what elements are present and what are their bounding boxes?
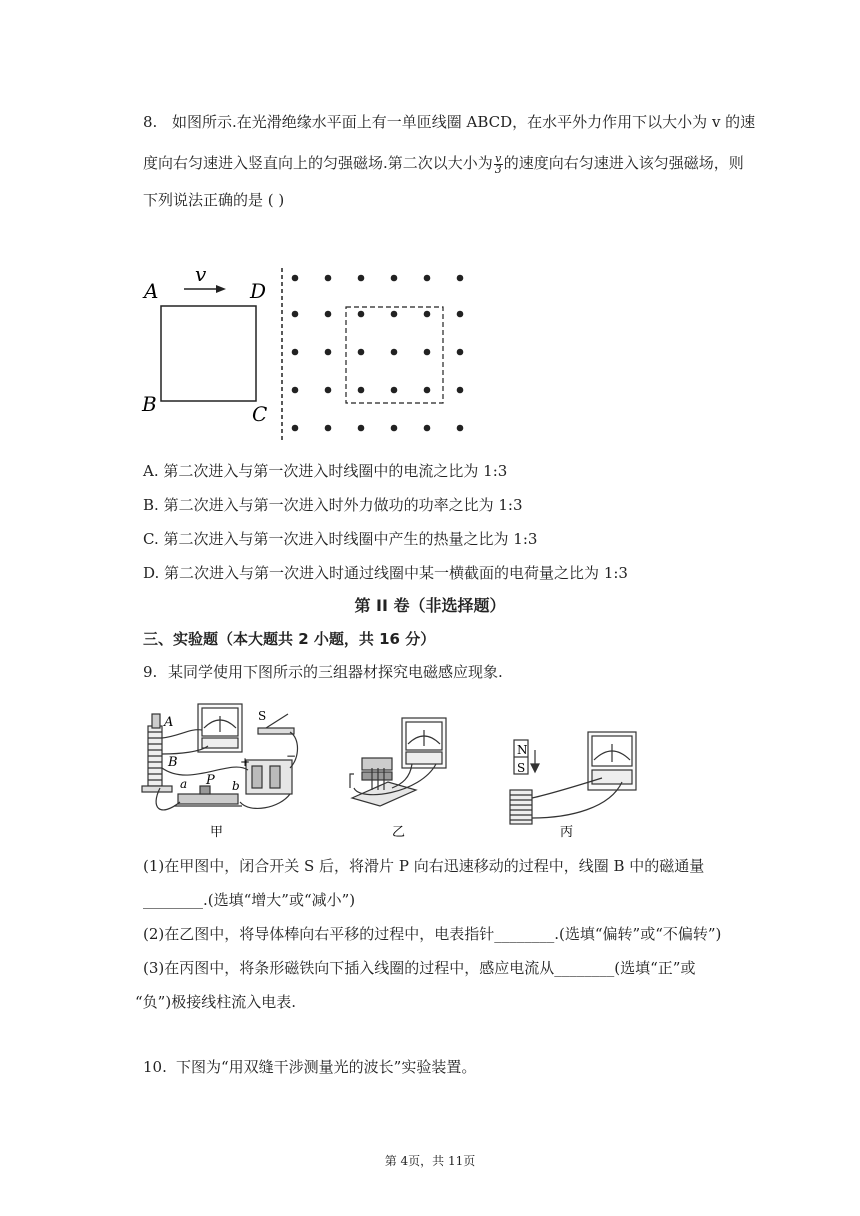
jia-label-P: P	[206, 773, 215, 788]
jia-label-plus: +	[240, 755, 251, 769]
option-text: 第二次进入与第一次进入时外力做功的功率之比为 1:3	[163, 496, 523, 514]
apparatus-bing	[510, 732, 636, 824]
q8-stem-line2-post: 的速度向右匀速进入该匀强磁场，则	[503, 154, 744, 172]
q8-number: 8.	[143, 113, 158, 131]
q9-apparatus-figure	[140, 698, 660, 848]
apparatus-yi	[350, 718, 446, 806]
option-label: C.	[143, 530, 159, 548]
q8-coil-magnetic-field-figure	[140, 258, 480, 448]
option-text: 第二次进入与第一次进入时通过线圈中某一横截面的电荷量之比为 1:3	[164, 564, 628, 582]
fig-label-v: v	[195, 262, 207, 286]
q8-stem-line1: 如图所示.在光滑绝缘水平面上有一单匝线圈 ABCD，在水平外力作用下以大小为 v 的速	[172, 113, 756, 131]
jia-label-a: a	[180, 777, 188, 791]
fig-caption-jia: 甲	[210, 825, 224, 840]
q10-number: 10.	[143, 1058, 167, 1076]
jia-label-minus: −	[286, 749, 297, 763]
q8-stem-line2	[143, 153, 744, 175]
q9-sub2: (2)在乙图中，将导体棒向右平移的过程中，电表指针________.(选填“偏转”或“不偏转”)	[143, 925, 722, 943]
q10-stem: 下图为“用双缝干涉测量光的波长”实验装置。	[176, 1058, 477, 1076]
q8-option-a	[143, 461, 507, 481]
q8-option-c	[143, 529, 537, 549]
velocity-arrow-head	[216, 285, 226, 293]
q9-sub3-line2: “负”)极接线柱流入电表.	[135, 993, 296, 1011]
q8-fraction-num: v	[495, 151, 502, 165]
option-label: A.	[143, 462, 159, 480]
jia-label-S: S	[258, 709, 267, 723]
jia-label-A: A	[164, 715, 174, 730]
q8-fraction	[494, 151, 503, 176]
fig-caption-bing: 丙	[560, 825, 574, 840]
q8-fraction-den: 3	[494, 162, 502, 176]
q8-option-b	[143, 495, 523, 515]
fig-label-D: D	[250, 279, 267, 303]
option-label: B.	[143, 496, 159, 514]
q9-sub1-line2: ________.(选填“增大”或“减小”)	[143, 891, 356, 909]
bing-label-N: N	[517, 743, 528, 757]
jia-label-b: b	[232, 779, 240, 793]
q8-stem-line3: 下列说法正确的是 ( )	[143, 191, 285, 209]
section-heading: 三、实验题（本大题共 2 小题，共 16 分）	[143, 630, 436, 648]
bing-label-S: S	[517, 761, 526, 775]
q9-number: 9.	[143, 663, 158, 681]
option-text: 第二次进入与第一次进入时线圈中的电流之比为 1:3	[163, 462, 508, 480]
fig-label-C: C	[252, 402, 268, 426]
volume-title: 第 II 卷（非选择题）	[354, 596, 506, 615]
option-label: D.	[143, 564, 160, 582]
fig-label-A: A	[144, 279, 159, 303]
coil-abcd	[161, 306, 256, 401]
page-footer: 第 4页，共 11页	[384, 1154, 476, 1168]
fig-label-B: B	[142, 392, 157, 416]
q8-option-d	[143, 563, 628, 583]
fig-caption-yi: 乙	[392, 825, 406, 840]
magnetic-field-dots	[292, 275, 464, 432]
q9-sub3-line1: (3)在丙图中，将条形磁铁向下插入线圈的过程中，感应电流从________(选填“正”或	[143, 959, 696, 977]
q9-sub1-line1: (1)在甲图中，闭合开关 S 后，将滑片 P 向右迅速移动的过程中，线圈 B 中的磁通量	[143, 857, 705, 875]
q9-stem: 某同学使用下图所示的三组器材探究电磁感应现象.	[168, 663, 503, 681]
q8-stem-line2-pre: 度向右匀速进入竖直向上的匀强磁场.第二次以大小为	[143, 154, 493, 172]
option-text: 第二次进入与第一次进入时线圈中产生的热量之比为 1:3	[163, 530, 538, 548]
jia-label-B: B	[168, 755, 178, 770]
